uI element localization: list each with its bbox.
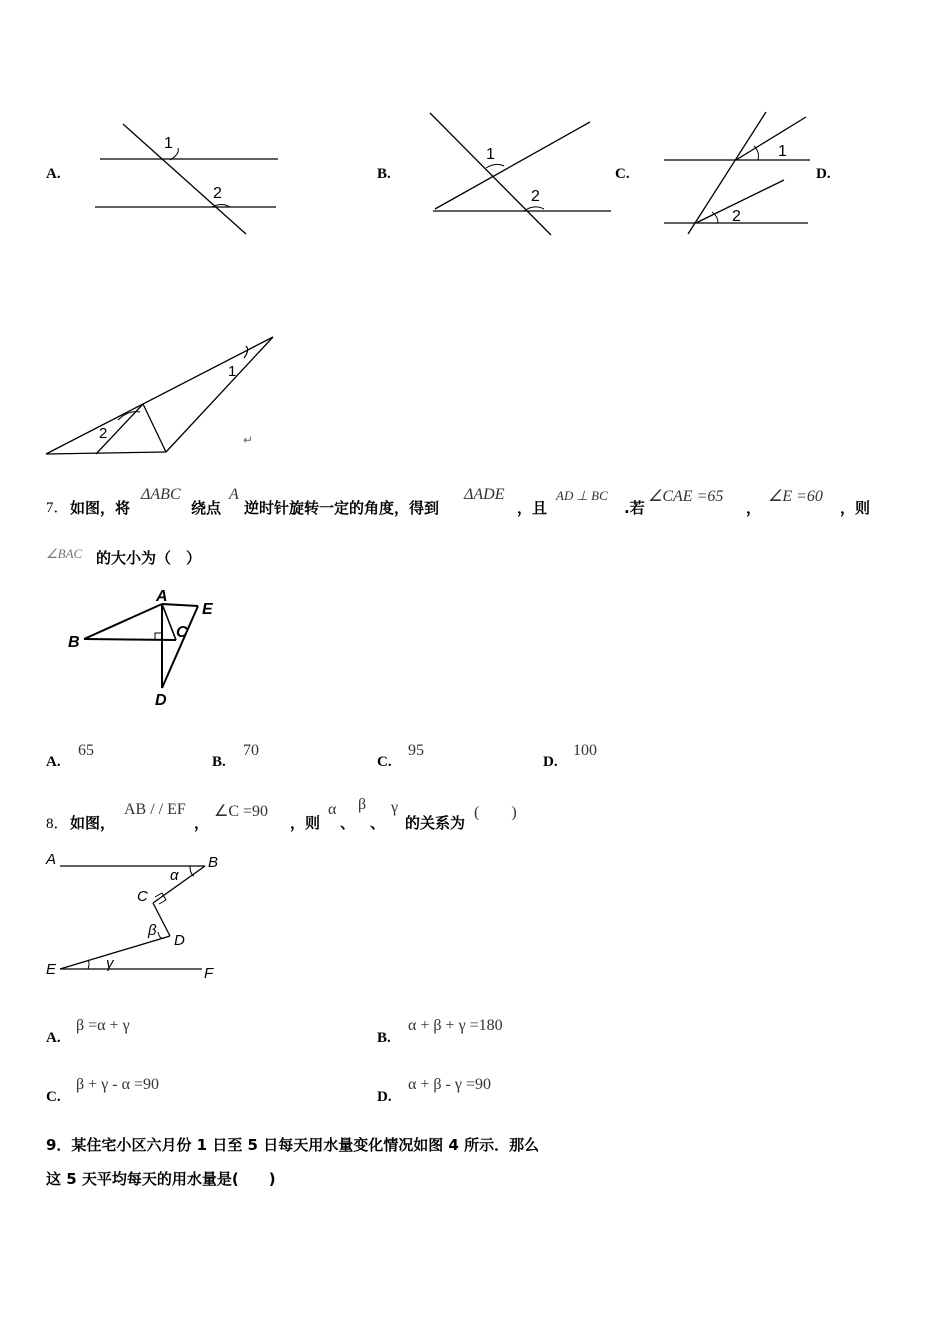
q8-option-a-letter: A. <box>46 1030 61 1046</box>
q7-text-5: .若 <box>624 499 645 517</box>
q7-option-a-value: 65 <box>78 742 94 759</box>
point-a-label: A <box>156 588 168 605</box>
point-b-label: B <box>208 854 219 871</box>
question-9-line-2: 这 5 天平均每天的用水量是( ) <box>46 1170 276 1188</box>
q8-answer-paren: ( ) <box>474 804 517 821</box>
q7-option-a-letter: A. <box>46 754 61 770</box>
q8-math-c90: ∠C =90 <box>214 803 269 820</box>
angle-1-label: 1 <box>164 135 173 152</box>
q7-option-d-letter: D. <box>543 754 558 770</box>
q7-option-c-letter: C. <box>377 754 392 770</box>
q7-text-3: 逆时针旋转一定的角度，得到 <box>244 499 440 517</box>
q7-math-bac: ∠BAC <box>46 546 83 561</box>
q7-text-6: ， <box>746 499 762 517</box>
question-number: 7． <box>46 500 69 516</box>
option-c-label: C. <box>615 166 630 182</box>
question-8-number: 8． <box>46 816 69 832</box>
question-9-line-1: 9．某住宅小区六月份 1 日至 5 日每天用水量变化情况如图 4 所示．那么 <box>46 1136 540 1154</box>
q7-text-8: 的大小为（ ） <box>96 549 202 567</box>
q7-math-perp: AD ⊥ BC <box>556 488 608 503</box>
q7-text-7: ，则 <box>840 499 871 517</box>
q8-text-4: 的关系为 <box>405 814 466 832</box>
option-b-label: B. <box>377 166 391 182</box>
point-c-label: C <box>176 624 188 641</box>
q7-math-ade: ΔADE <box>464 486 505 503</box>
option-d-label: D. <box>816 166 831 182</box>
q8-text-3: ，则 <box>290 814 321 832</box>
q8-option-d-letter: D. <box>377 1089 392 1105</box>
q8-option-a-expr: β =α + γ <box>76 1017 130 1034</box>
return-mark: ↵ <box>243 433 254 447</box>
q8-math-parallel: AB / / EF <box>124 801 186 818</box>
q7-math-a: A <box>229 486 239 503</box>
point-c-label: C <box>137 888 148 905</box>
q7-math-cae: ∠CAE =65 <box>648 488 724 505</box>
q8-text-1: 如图， <box>70 814 116 832</box>
q7-text-4: ，且 <box>517 499 548 517</box>
q7-option-d-value: 100 <box>573 742 597 759</box>
angle-2-label: 2 <box>531 188 540 205</box>
point-e-label: E <box>202 601 213 618</box>
q8-sep-1: 、 <box>340 814 356 832</box>
angle-1-label: 1 <box>486 146 495 163</box>
q8-gamma: γ <box>391 799 399 816</box>
gamma-label: γ <box>106 955 114 972</box>
point-d-label: D <box>155 692 167 709</box>
angle-2-label: 2 <box>213 185 222 202</box>
angle-1-label: 1 <box>228 363 237 380</box>
q7-math-e: ∠E =60 <box>768 488 823 505</box>
q8-text-2: ， <box>194 814 210 832</box>
q8-option-b-expr: α + β + γ =180 <box>408 1017 503 1034</box>
angle-1-label: 1 <box>778 143 787 160</box>
q8-option-c-expr: β + γ - α =90 <box>76 1076 159 1093</box>
q7-math-abc: ΔABC <box>141 486 181 503</box>
point-e-label: E <box>46 961 57 978</box>
q8-beta: β <box>358 796 367 813</box>
option-a-label: A. <box>46 166 61 182</box>
point-f-label: F <box>204 965 214 982</box>
q8-option-b-letter: B. <box>377 1030 391 1046</box>
q7-option-c-value: 95 <box>408 742 424 759</box>
q7-text-1: 如图，将 <box>70 499 131 517</box>
q7-text-2: 绕点 <box>191 499 222 517</box>
angle-2-label: 2 <box>99 425 108 442</box>
q8-option-c-letter: C. <box>46 1089 61 1105</box>
point-a-label: A <box>46 851 57 868</box>
point-b-label: B <box>68 634 80 651</box>
q8-alpha: α <box>328 801 337 818</box>
angle-2-label: 2 <box>732 208 741 225</box>
q7-option-b-value: 70 <box>243 742 259 759</box>
q8-sep-2: 、 <box>370 814 386 832</box>
q8-option-d-expr: α + β - γ =90 <box>408 1076 491 1093</box>
beta-label: β <box>148 922 157 939</box>
q7-option-b-letter: B. <box>212 754 226 770</box>
alpha-label: α <box>170 867 179 884</box>
point-d-label: D <box>174 932 185 949</box>
